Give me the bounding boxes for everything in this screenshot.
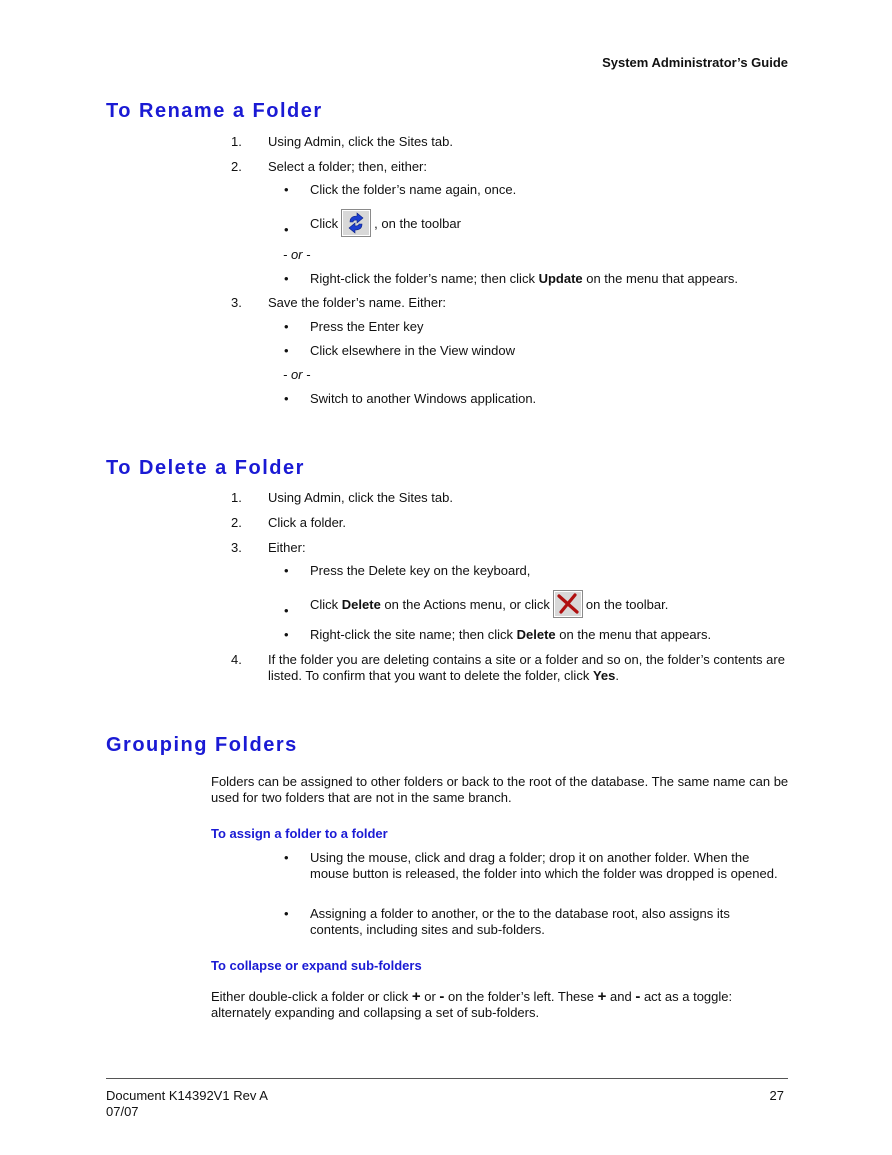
minus-symbol: - xyxy=(439,988,445,1005)
minus-symbol: - xyxy=(635,988,641,1005)
bullet-text: Switch to another Windows application. xyxy=(310,391,537,406)
or-separator: - or - xyxy=(283,367,311,382)
bullet-text-part: on the toolbar. xyxy=(585,596,669,612)
step-number: 4. xyxy=(231,652,242,667)
bold-term: Update xyxy=(538,271,583,286)
text-part: and xyxy=(606,989,636,1004)
bullet-text-part: Right-click the folder’s name; then click xyxy=(310,271,539,286)
footer-document-number: Document K14392V1 Rev A xyxy=(106,1088,268,1103)
bullet: • xyxy=(284,343,289,358)
bullet-text: Assigning a folder to another, or the to the database root, also assigns its contents, including sites and sub-folders. xyxy=(310,906,730,937)
step-text: Using Admin, click the Sites tab. xyxy=(268,134,453,149)
footer-document-info xyxy=(106,1088,268,1120)
step-text: Click a folder. xyxy=(268,515,347,530)
text-part: on the folder’s left. These xyxy=(444,989,598,1004)
bullet-text: Using the mouse, click and drag a folder; drop it on another folder. When the mouse button is released, the folder into which the folder was dropped is opened. xyxy=(310,850,778,881)
step-number: 1. xyxy=(231,490,242,505)
footer-rule xyxy=(106,1078,788,1079)
bullet-text xyxy=(310,205,461,241)
step-text: Select a folder; then, either: xyxy=(268,159,427,174)
step-number: 1. xyxy=(231,134,242,149)
step-text-part: If the folder you are deleting contains a site or a folder and so on, the folder’s contents are listed. To confirm that you want to delete the folder, click xyxy=(268,652,785,683)
bold-term: Delete xyxy=(516,627,556,642)
intro-paragraph: Folders can be assigned to other folders or back to the root of the database. The same name can be used for two folders that are not in the same branch. xyxy=(211,774,789,805)
bullet: • xyxy=(284,850,289,865)
bullet-text-part: Click xyxy=(310,215,339,231)
bullet: • xyxy=(284,319,289,334)
step-text: Save the folder’s name. Either: xyxy=(268,295,447,310)
footer-date: 07/07 xyxy=(106,1104,139,1119)
bullet: • xyxy=(284,222,289,237)
step-number: 2. xyxy=(231,159,242,174)
plus-symbol: + xyxy=(411,988,421,1005)
bullet-text xyxy=(310,271,738,286)
bullet-text-part: on the menu that appears. xyxy=(582,271,739,286)
delete-icon xyxy=(553,590,583,618)
step-text-part: . xyxy=(615,668,619,683)
heading-delete-folder: To Delete a Folder xyxy=(106,457,305,479)
heading-grouping-folders: Grouping Folders xyxy=(106,734,298,756)
bullet-text-part: on the Actions menu, or click xyxy=(380,596,550,612)
step-number: 3. xyxy=(231,540,242,555)
bullet-text: Click elsewhere in the View window xyxy=(310,343,515,358)
bullet-text xyxy=(310,586,668,622)
bullet-text-part: on the menu that appears. xyxy=(555,627,712,642)
page-number: 27 xyxy=(769,1088,784,1103)
bullet-text xyxy=(310,627,711,642)
update-icon xyxy=(341,209,371,237)
bullet-text-part: , on the toolbar xyxy=(374,215,461,231)
text-part: or xyxy=(420,989,440,1004)
bullet: • xyxy=(284,627,289,642)
step-number: 2. xyxy=(231,515,242,530)
bullet-text: Press the Enter key xyxy=(310,319,424,334)
step-text xyxy=(268,652,788,684)
plus-symbol: + xyxy=(597,988,607,1005)
bold-term: Yes xyxy=(592,668,616,683)
or-separator: - or - xyxy=(283,247,311,262)
bullet-text: Click the folder’s name again, once. xyxy=(310,182,517,197)
bullet: • xyxy=(284,182,289,197)
text-part: act as a toggle: alternately expanding and collapsing a set of sub-folders. xyxy=(211,989,733,1020)
bullet: • xyxy=(284,603,289,618)
bullet-text-part: Right-click the site name; then click xyxy=(310,627,517,642)
subheading-assign-folder: To assign a folder to a folder xyxy=(211,826,388,841)
bullet: • xyxy=(284,391,289,406)
subheading-collapse-expand: To collapse or expand sub-folders xyxy=(211,958,422,973)
bold-term: Delete xyxy=(341,596,381,612)
step-number: 3. xyxy=(231,295,242,310)
bullet-text-part: Click xyxy=(310,596,342,612)
step-text: Either: xyxy=(268,540,306,555)
bullet: • xyxy=(284,906,289,921)
bullet: • xyxy=(284,563,289,578)
text-part: Either double-click a folder or click xyxy=(211,989,412,1004)
running-header: System Administrator’s Guide xyxy=(602,55,788,70)
heading-rename-folder: To Rename a Folder xyxy=(106,100,323,122)
bullet-text: Press the Delete key on the keyboard, xyxy=(310,563,531,578)
bullet: • xyxy=(284,271,289,286)
collapse-paragraph xyxy=(211,989,771,1021)
step-text: Using Admin, click the Sites tab. xyxy=(268,490,453,505)
